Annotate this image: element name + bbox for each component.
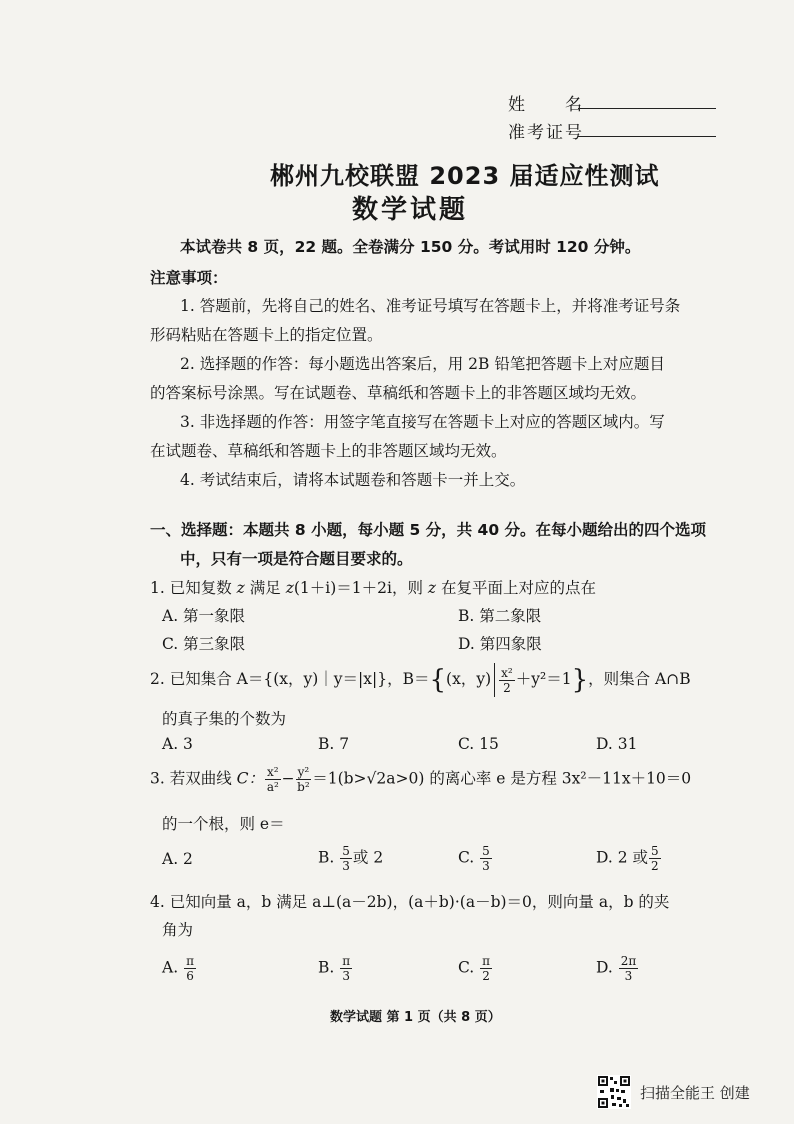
exam-subtitle: 数学试题 [352, 195, 469, 225]
q1-option-d: D. 第四象限 [458, 635, 542, 653]
q4-option-a: A. $\frac{\pi}{6}$ [162, 954, 194, 983]
page-footer: 数学试题 第 1 页（共 8 页） [330, 1010, 501, 1025]
q2-option-a: A. 3 [162, 735, 193, 753]
q1-option-a: A. 第一象限 [162, 607, 246, 625]
q2-option-d: D. 31 [596, 735, 638, 753]
note-line-6: 在试题卷、草稿纸和答题卡上的非答题区域均无效。 [150, 442, 507, 460]
q4-option-b: B. $\frac{\pi}{3}$ [318, 954, 351, 983]
q3-stem: 3. 若双曲线 C： $\frac{\text{x²}}{\text{a²}}$ − $\frac{\text{y²}}{\text{b²}}$ ＝1(b>√2a>0) 的离心率 e 是方程 3x²－11x＋10＝0 [150, 765, 692, 794]
q2-option-b: B. 7 [318, 735, 350, 753]
note-line-7: 4. 考试结束后，请将本试题卷和答题卡一并上交。 [180, 471, 526, 489]
q1-option-c: C. 第三象限 [162, 635, 246, 653]
exam-id-field-line [578, 136, 716, 137]
q4-stem-line2: 角为 [162, 921, 194, 939]
q2-option-c: C. 15 [458, 735, 499, 753]
q3-option-b: B. $\frac{5}{3}$ 或 2 [318, 844, 384, 873]
scanner-watermark: 扫描全能王 创建 [640, 1084, 750, 1102]
q1-stem: 1. 已知复数 z 满足 z(1＋i)＝1＋2i，则 z 在复平面上对应的点在 [150, 579, 596, 597]
section-heading-line1: 一、选择题：本题共 8 小题，每小题 5 分，共 40 分。在每小题给出的四个选项 [150, 521, 707, 539]
note-line-3: 2. 选择题的作答：每小题选出答案后，用 2B 铅笔把答题卡上对应题目 [180, 355, 665, 373]
q3-option-a: A. 2 [162, 850, 193, 868]
q3-option-d: D. 2 或 $\frac{5}{2}$ [596, 844, 659, 873]
notes-heading: 注意事项： [150, 269, 228, 287]
name-label: 姓 名 [508, 95, 584, 115]
q4-option-c: C. $\frac{\pi}{2}$ [458, 954, 491, 983]
q3-option-c: C. $\frac{5}{3}$ [458, 844, 490, 873]
q2-stem-line2: 的真子集的个数为 [162, 710, 287, 728]
note-line-1: 1. 答题前，先将自己的姓名、准考证号填写在答题卡上，并将准考证号条 [180, 297, 681, 315]
note-line-4: 的答案标号涂黑。写在试题卷、草稿纸和答题卡上的非答题区域均无效。 [150, 384, 647, 402]
note-line-5: 3. 非选择题的作答：用签字笔直接写在答题卡上对应的答题区域内。写 [180, 413, 665, 431]
q2-stem: 2. 已知集合 A＝{(x，y)｜y＝|x|}，B＝{(x，y) $\frac{\text{x²}}{2}$ ＋y²＝1}，则集合 A∩B [150, 665, 691, 695]
q1-option-b: B. 第二象限 [458, 607, 542, 625]
q4-stem: 4. 已知向量 a，b 满足 a⊥(a－2b)，(a＋b)·(a－b)＝0，则向量 a，b 的夹 [150, 893, 670, 911]
exam-id-label: 准考证号 [508, 123, 584, 143]
note-line-2: 形码粘贴在答题卡上的指定位置。 [150, 326, 383, 344]
name-field-line [578, 108, 716, 109]
exam-info: 本试卷共 8 页，22 题。全卷满分 150 分。考试用时 120 分钟。 [180, 238, 641, 256]
q3-stem-line2: 的一个根，则 e＝ [162, 815, 285, 833]
q4-option-d: D. $\frac{2\pi}{3}$ [596, 954, 637, 983]
qr-code-icon [597, 1075, 631, 1109]
section-heading-line2: 中，只有一项是符合题目要求的。 [180, 550, 413, 568]
exam-title: 郴州九校联盟 2023 届适应性测试 [270, 162, 660, 190]
